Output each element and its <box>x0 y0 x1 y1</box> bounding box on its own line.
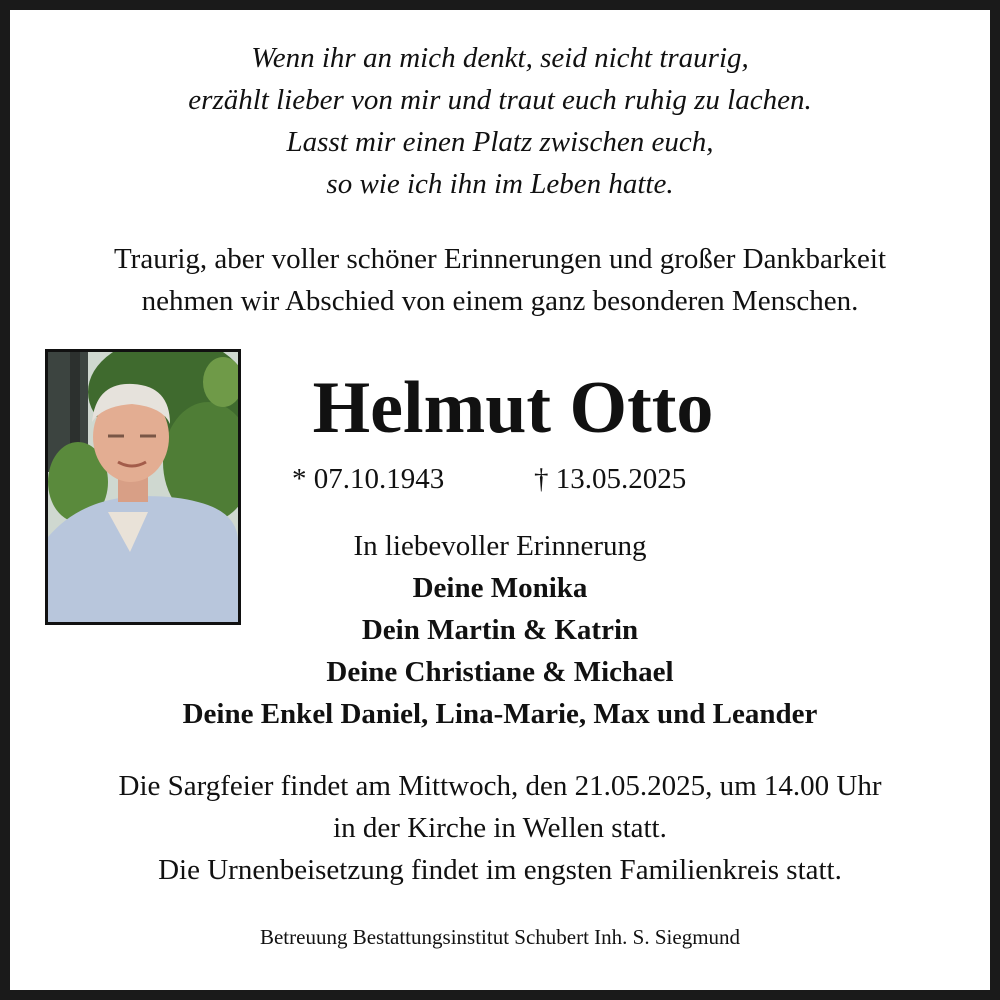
family-member: Deine Enkel Daniel, Lina-Marie, Max und Leander <box>182 698 818 730</box>
poem-line: erzählt lieber von mir und traut euch ruhig zu lachen. <box>188 84 812 116</box>
family-member: Dein Martin & Katrin <box>361 614 639 646</box>
family-member: Deine Christiane & Michael <box>326 656 674 688</box>
intro-line: Traurig, aber voller schöner Erinnerungen und großer Dankbarkeit <box>113 243 886 275</box>
family-member: Deine Monika <box>412 572 588 604</box>
birth-date: * 07.10.1943 <box>292 463 445 495</box>
death-date: † 13.05.2025 <box>534 463 687 495</box>
funeral-home-credit: Betreuung Bestattungsinstitut Schubert Inh. S. Siegmund <box>259 925 741 949</box>
portrait-image <box>48 352 238 622</box>
poem-line: so wie ich ihn im Leben hatte. <box>326 168 674 200</box>
deceased-name: Helmut Otto <box>312 367 714 449</box>
poem-line: Lasst mir einen Platz zwischen euch, <box>286 126 714 158</box>
service-line: in der Kirche in Wellen statt. <box>333 812 667 844</box>
service-line: Die Sargfeier findet am Mittwoch, den 21.05.2025, um 14.00 Uhr <box>118 770 882 802</box>
intro-line: nehmen wir Abschied von einem ganz besonderen Menschen. <box>141 285 859 317</box>
family-intro: In liebevoller Erinnerung <box>353 530 647 562</box>
poem-line: Wenn ihr an mich denkt, seid nicht traurig, <box>251 42 749 74</box>
service-line: Die Urnenbeisetzung findet im engsten Familienkreis statt. <box>158 854 842 886</box>
portrait-photo <box>45 349 241 625</box>
